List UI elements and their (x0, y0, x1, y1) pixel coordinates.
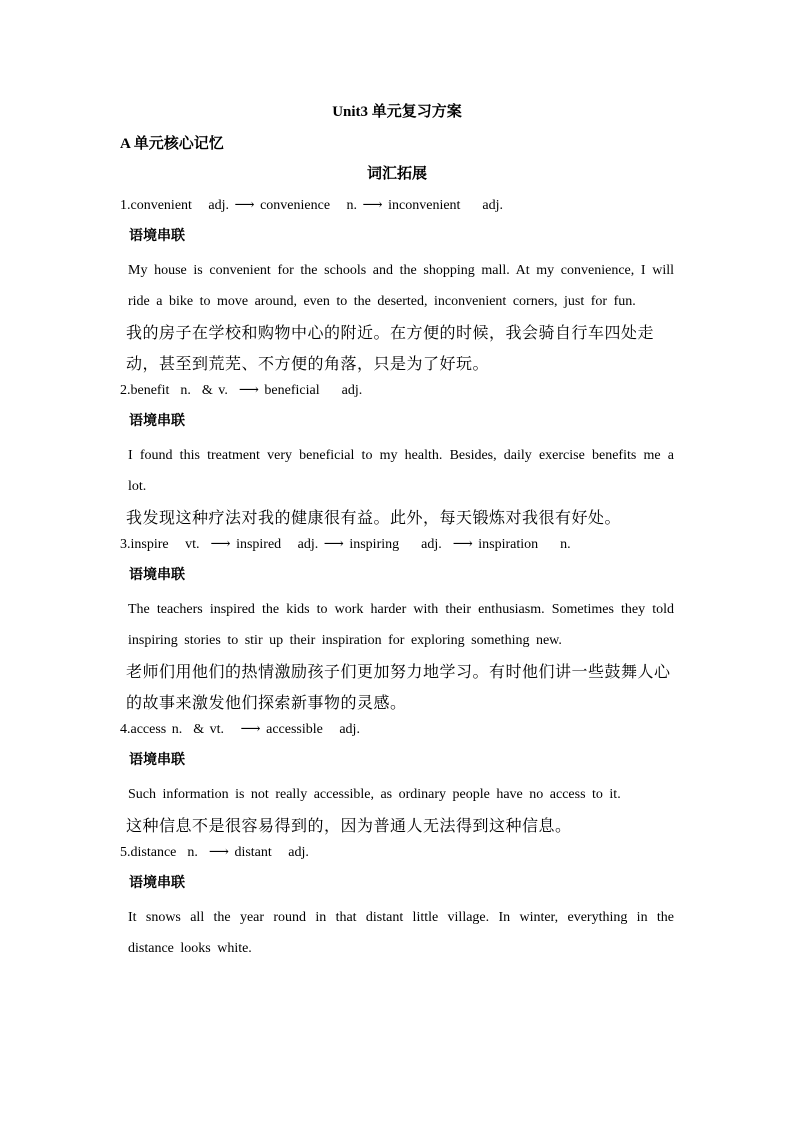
word-family-line: 2.benefit n. & v. ⟶ beneficial adj. (120, 383, 363, 398)
subsection-heading: 词汇拓展 (366, 166, 427, 182)
english-example: I found this treatment very beneficial to my health. Besides, daily exercise benefits me a lot. (128, 448, 674, 494)
chinese-translation: 这种信息不是很容易得到的，因为普通人无法得到这种信息。 (126, 816, 572, 835)
context-label: 语境串联 (129, 414, 185, 429)
context-label: 语境串联 (129, 229, 185, 244)
vocab-entry-convenient (0, 195, 794, 379)
section-heading: A 单元核心记忆 (120, 136, 224, 152)
chinese-translation: 我发现这种疗法对我的健康很有益。此外，每天锻炼对我很有好处。 (126, 508, 622, 527)
english-example: Such information is not really accessible, as ordinary people have no access to it. (128, 787, 621, 802)
vocab-entry-benefit (0, 380, 794, 533)
vocab-entry-distance (0, 842, 794, 964)
english-example: It snows all the year round in that distant little village. In winter, everything in the distance looks white. (128, 910, 674, 956)
document-title: Unit3 单元复习方案 (332, 104, 462, 120)
word-family-line: 1.convenient adj. ⟶ convenience n. ⟶ inconvenient adj. (120, 198, 504, 213)
english-example: My house is convenient for the schools and the shopping mall. At my convenience, I will ride a bike to move around, even to the deserted, inconvenient corners, just for fun. (128, 263, 674, 309)
english-example: The teachers inspired the kids to work harder with their enthusiasm. Sometimes they told inspiring stories to stir up their inspiration for exploring something new. (128, 602, 674, 648)
word-family-line: 3.inspire vt. ⟶ inspired adj. ⟶ inspiring adj. ⟶ inspiration n. (120, 537, 571, 552)
word-family-line: 5.distance n. ⟶ distant adj. (120, 845, 309, 860)
context-label: 语境串联 (129, 753, 185, 768)
vocab-entry-inspire (0, 534, 794, 718)
vocabulary-list (0, 195, 794, 964)
chinese-translation: 老师们用他们的热情激励孩子们更加努力地学习。有时他们讲一些鼓舞人心的故事来激发他们探索新事物的灵感。 (126, 662, 671, 712)
vocab-entry-access (0, 719, 794, 841)
word-family-line: 4.access n. & vt. ⟶ accessible adj. (120, 722, 360, 737)
context-label: 语境串联 (129, 876, 185, 891)
context-label: 语境串联 (129, 568, 185, 583)
chinese-translation: 我的房子在学校和购物中心的附近。在方便的时候，我会骑自行车四处走动，甚至到荒芜、不方便的角落，只是为了好玩。 (126, 323, 655, 373)
